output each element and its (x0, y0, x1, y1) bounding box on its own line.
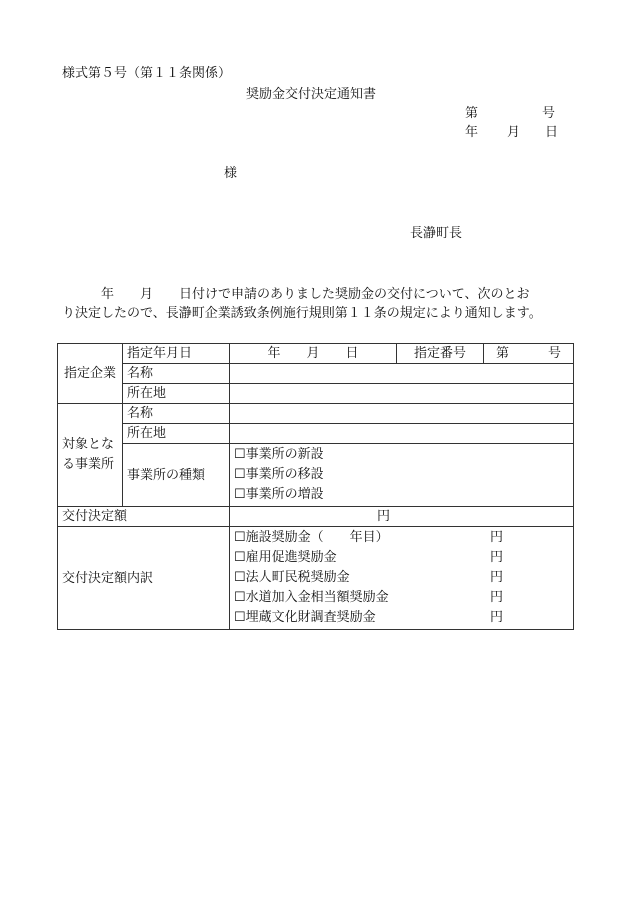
notice-number-dai: 第 (465, 106, 479, 121)
designated-date-value: 年 月 日 (230, 344, 397, 364)
office-type-label: 事業所の種類 (123, 444, 230, 507)
table-row (58, 424, 574, 444)
table-row (58, 344, 574, 364)
body-text-line-2: り決定したので、長瀞町企業誘致条例施行規則第１１条の規定により通知します。 (62, 306, 542, 321)
breakdown-item-unit: 円 (490, 610, 504, 625)
company-name-label: 名称 (123, 364, 230, 384)
breakdown-item-water[interactable] (234, 588, 569, 608)
office-address-field[interactable] (230, 424, 574, 444)
breakdown-item-corporate-tax[interactable] (234, 568, 569, 588)
office-address-label: 所在地 (123, 424, 230, 444)
breakdown-item-label: ☐法人町民税奨励金 (234, 570, 350, 585)
table-row (58, 527, 574, 630)
breakdown-item-unit: 円 (490, 550, 504, 565)
recipient-honorific: 様 (224, 166, 238, 181)
breakdown-item-unit: 円 (490, 530, 504, 545)
breakdown-label: 交付決定額内訳 (58, 527, 230, 630)
table-row (58, 404, 574, 424)
designated-number-label: 指定番号 (397, 344, 484, 364)
office-name-field[interactable] (230, 404, 574, 424)
table-row (58, 384, 574, 404)
form-label: 様式第５号（第１１条関係） (62, 66, 232, 81)
company-address-label: 所在地 (123, 384, 230, 404)
breakdown-item-label: ☐埋蔵文化財調査奨励金 (234, 610, 376, 625)
breakdown-item-cultural-survey[interactable] (234, 608, 569, 628)
grant-amount-field[interactable] (230, 507, 574, 527)
office-name-label: 名称 (123, 404, 230, 424)
breakdown-items (230, 527, 574, 630)
notice-date-day: 日 (545, 125, 559, 140)
breakdown-item-label: ☐施設奨励金（ 年目） (234, 530, 389, 545)
notice-date-month: 月 (507, 125, 521, 140)
target-office-heading: 対象となる事業所 (58, 404, 123, 507)
notice-date-year: 年 (465, 125, 479, 140)
office-type-expansion[interactable]: ☐事業所の増設 (234, 487, 324, 502)
office-type-new[interactable]: ☐事業所の新設 (234, 447, 324, 462)
breakdown-item-label: ☐雇用促進奨励金 (234, 550, 337, 565)
breakdown-item-employment[interactable] (234, 548, 569, 568)
breakdown-item-unit: 円 (490, 570, 504, 585)
grant-amount-unit: 円 (377, 509, 391, 524)
office-type-options (230, 444, 574, 507)
breakdown-item-label: ☐水道加入金相当額奨励金 (234, 590, 389, 605)
notice-number-go: 号 (542, 106, 556, 121)
company-name-field[interactable] (230, 364, 574, 384)
designated-number-value: 第 号 (484, 344, 574, 364)
company-address-field[interactable] (230, 384, 574, 404)
designated-company-heading: 指定企業 (58, 344, 123, 404)
designated-date-label: 指定年月日 (123, 344, 230, 364)
body-text-line-1: 年 月 日付けで申請のありました奨励金の交付について、次のとお (62, 287, 530, 302)
grant-decision-table (57, 343, 574, 630)
breakdown-item-facility[interactable] (234, 528, 569, 548)
office-type-relocation[interactable]: ☐事業所の移設 (234, 467, 324, 482)
table-row (58, 364, 574, 384)
sender-name: 長瀞町長 (410, 226, 463, 241)
document-title: 奨励金交付決定通知書 (246, 87, 377, 102)
breakdown-item-unit: 円 (490, 590, 504, 605)
table-row (58, 444, 574, 507)
table-row (58, 507, 574, 527)
grant-amount-label: 交付決定額 (58, 507, 230, 527)
